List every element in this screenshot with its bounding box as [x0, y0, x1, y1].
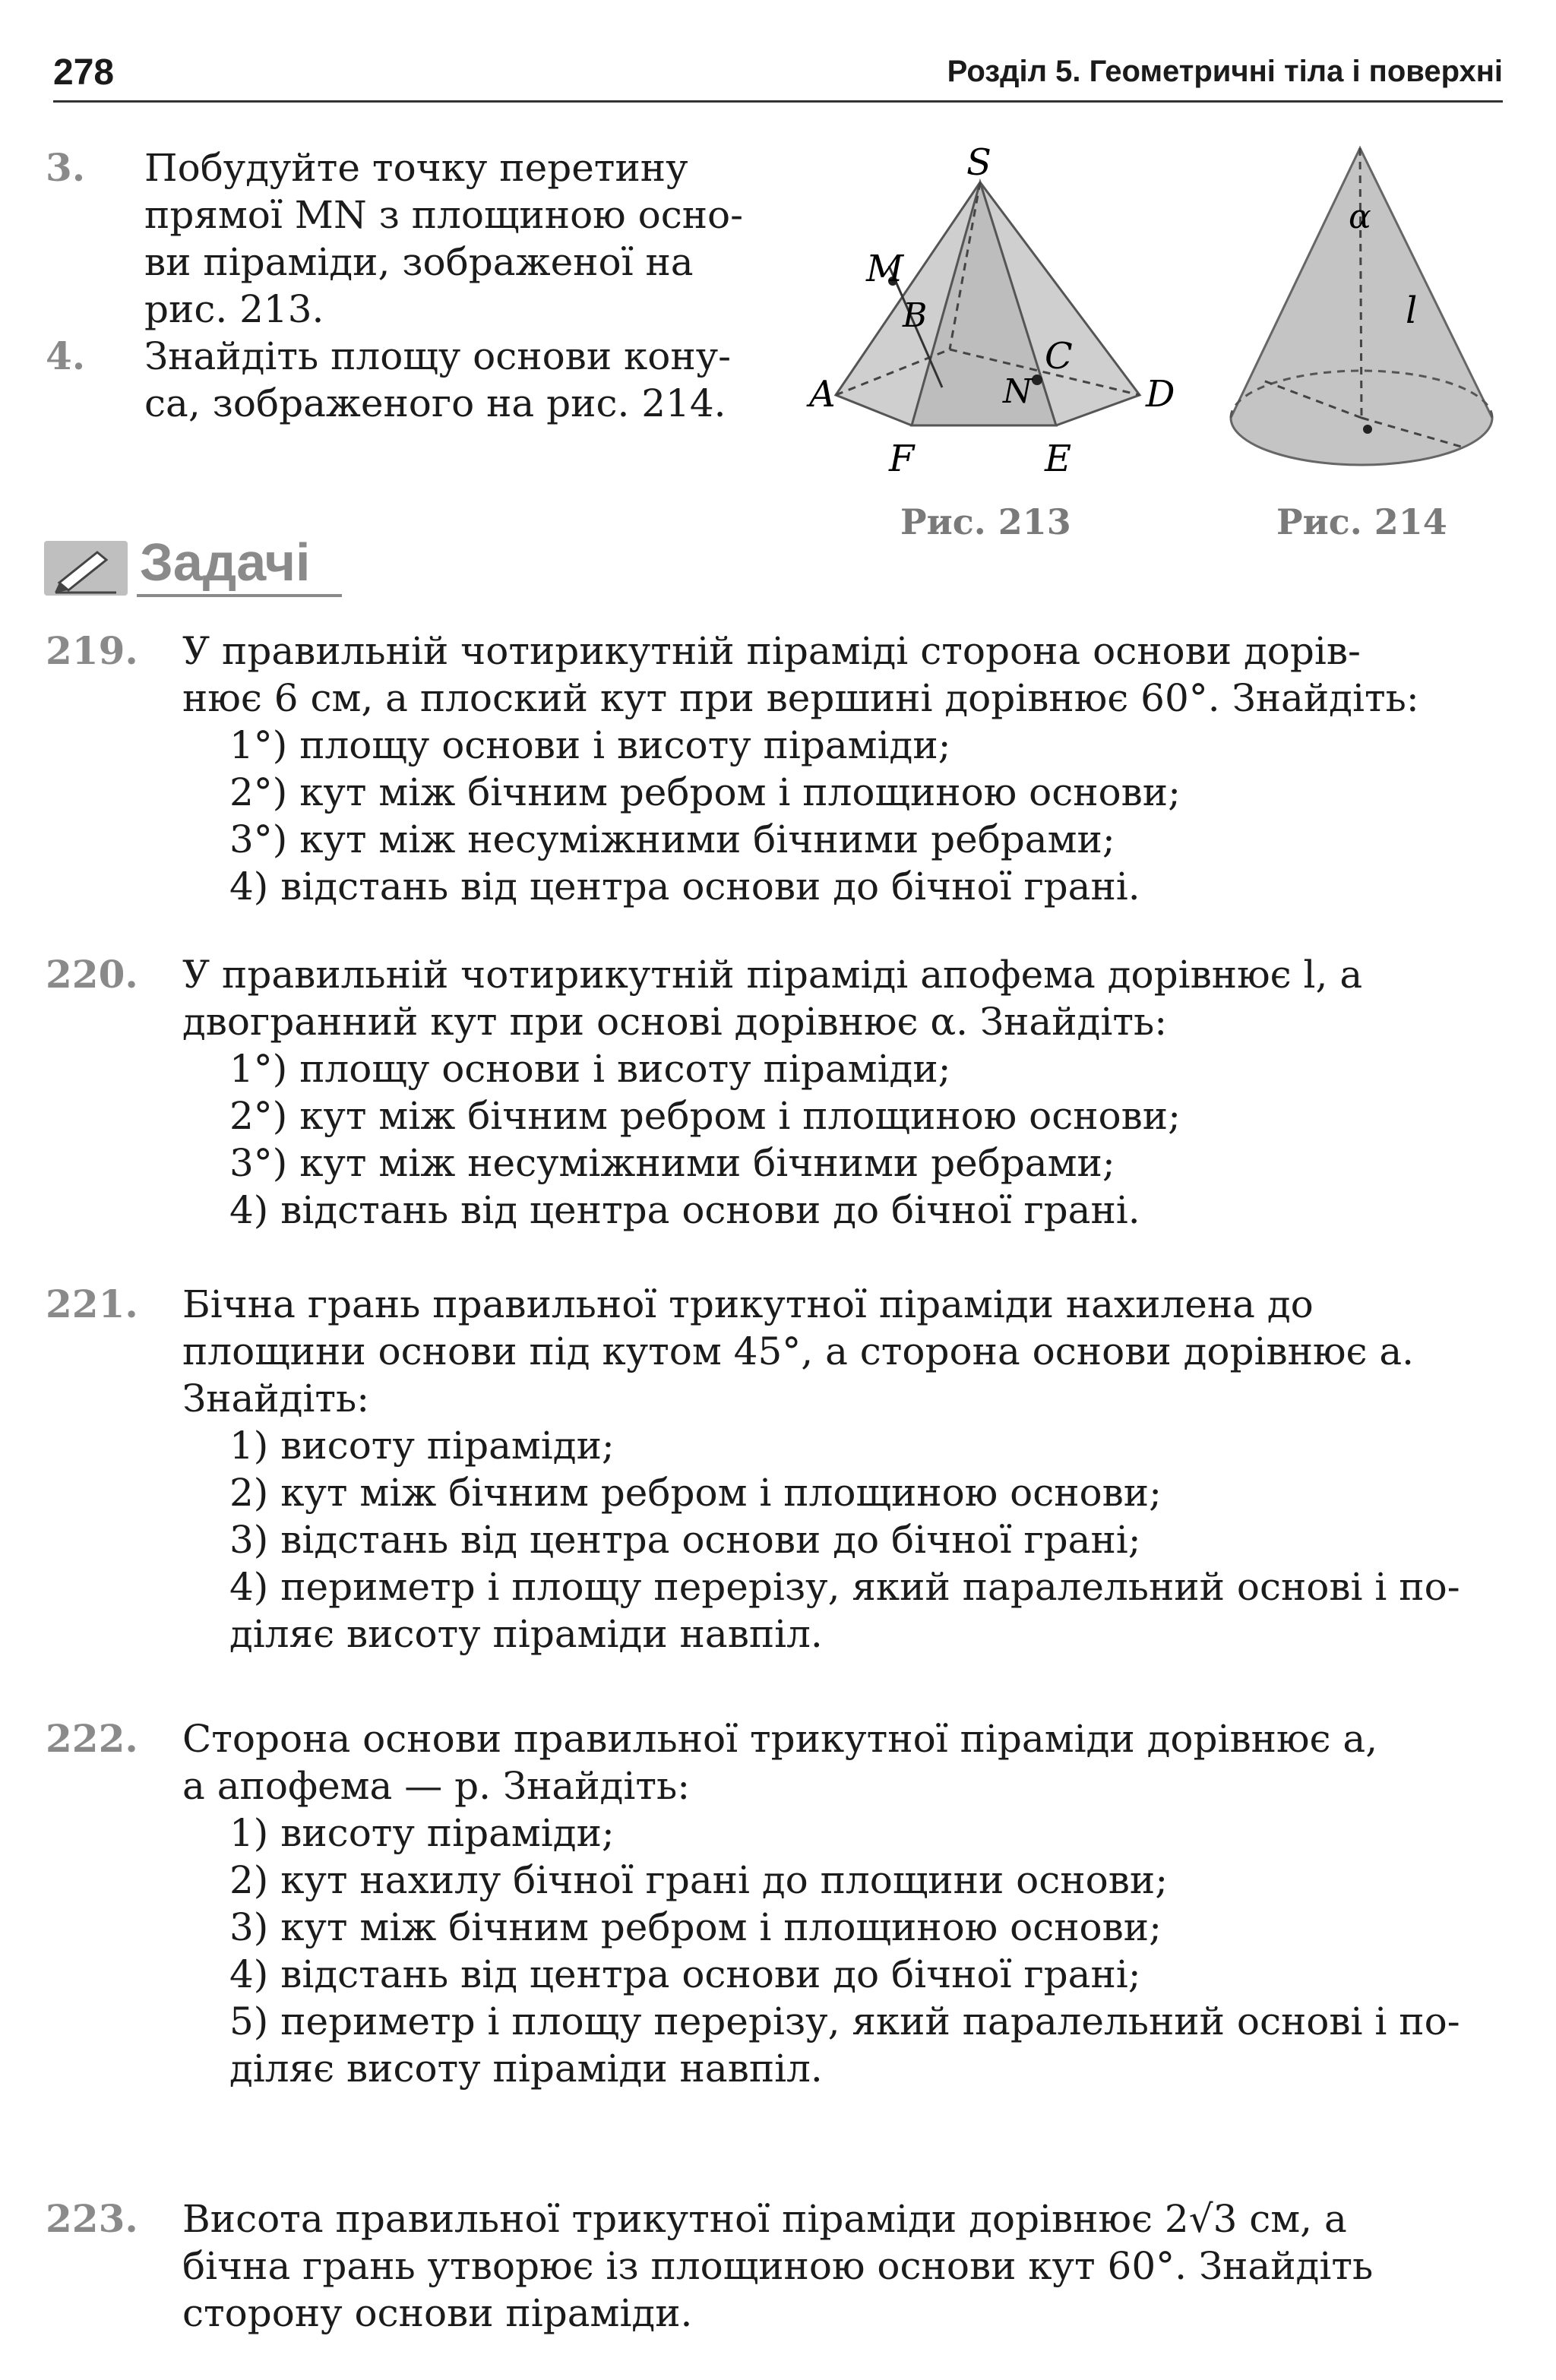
question-line: са, зображеного на рис. 214. — [144, 381, 726, 425]
label-l: l — [1406, 289, 1418, 332]
problem-item: 1°) площу основи і висоту піраміди; — [229, 1047, 951, 1091]
problem-223 — [46, 2195, 1512, 2337]
label-m: M — [866, 248, 904, 290]
label-c: C — [1045, 335, 1073, 378]
problem-item: 2) кут між бічним ребром і площиною основи; — [229, 1471, 1162, 1515]
problem-item: 1°) площу основи і висоту піраміди; — [229, 723, 951, 767]
problem-line: сторону основи піраміди. — [182, 2291, 693, 2335]
problem-item: 3°) кут між несуміжними бічними ребрами; — [229, 1141, 1115, 1185]
problem-item: 4) відстань від центра основи до бічної грані; — [229, 1952, 1141, 1996]
point-n — [1032, 375, 1042, 385]
problem-number: 219. — [46, 628, 138, 673]
question-line: Побудуйте точку перетину — [144, 146, 688, 190]
problem-item: 4) відстань від центра основи до бічної грані. — [229, 864, 1140, 909]
label-s: S — [966, 144, 991, 184]
problem-item: 2°) кут між бічним ребром і площиною основи; — [229, 770, 1181, 814]
problem-line: Бічна грань правильної трикутної піраміди нахилена до — [182, 1282, 1314, 1326]
section-header-title: Розділ 5. Геометричні тіла і поверхні — [947, 55, 1503, 88]
question-line: ви піраміди, зображеної на — [144, 240, 694, 284]
label-alpha: α — [1349, 198, 1371, 236]
problem-item: 1) висоту піраміди; — [229, 1811, 615, 1855]
problem-221 — [46, 1281, 1512, 1658]
figure-213-caption: Рис. 213 — [900, 501, 1071, 542]
question-line: рис. 213. — [144, 287, 324, 331]
question-line: прямої MN з площиною осно- — [144, 193, 744, 237]
question-number: 4. — [46, 333, 86, 378]
problem-line: двогранний кут при основі дорівнює α. Знайдіть: — [182, 1000, 1168, 1044]
problem-line: а апофема — p. Знайдіть: — [182, 1764, 691, 1808]
label-b: B — [903, 296, 928, 335]
problem-line: Висота правильної трикутної піраміди дорівнює 2√3 см, а — [182, 2197, 1347, 2241]
problem-item: діляє висоту піраміди навпіл. — [229, 2047, 823, 2091]
problem-line: нює 6 см, а плоский кут при вершині дорівнює 60°. Знайдіть: — [182, 676, 1419, 720]
problem-line: бічна грань утворює із площиною основи кут 60°. Знайдіть — [182, 2244, 1374, 2288]
problem-number: 222. — [46, 1716, 138, 1761]
problem-number: 220. — [46, 952, 138, 997]
header-divider — [53, 100, 1503, 103]
cone-figure — [1216, 137, 1520, 494]
problem-item: 2°) кут між бічним ребром і площиною основи; — [229, 1094, 1181, 1138]
label-a: A — [809, 373, 836, 416]
problem-item: 3) відстань від центра основи до бічної грані; — [229, 1518, 1141, 1562]
problem-item: 2) кут нахилу бічної грані до площини основи; — [229, 1858, 1169, 1902]
problem-222 — [46, 1715, 1512, 2092]
problem-220 — [46, 951, 1512, 1234]
problem-item: 4) периметр і площу перерізу, який паралельний основі і по- — [229, 1565, 1460, 1609]
problem-line: У правильній чотирикутній піраміді сторона основи дорів- — [182, 629, 1361, 673]
section-title: Задачі — [140, 533, 311, 592]
problem-item: 3°) кут між несуміжними бічними ребрами; — [229, 817, 1115, 861]
pyramid-figure — [805, 144, 1216, 501]
label-e: E — [1045, 438, 1072, 480]
label-d: D — [1146, 373, 1175, 416]
problem-item: 4) відстань від центра основи до бічної грані. — [229, 1188, 1140, 1232]
question-3 — [46, 144, 798, 333]
problem-item: діляє висоту піраміди навпіл. — [229, 1612, 823, 1656]
problem-line: У правильній чотирикутній піраміді апофема дорівнює l, а — [182, 953, 1363, 997]
problem-line: Знайдіть: — [182, 1376, 370, 1421]
label-f: F — [889, 438, 915, 480]
problem-item: 5) периметр і площу перерізу, який паралельний основі і по- — [229, 1999, 1460, 2043]
question-number: 3. — [46, 145, 86, 190]
page-number: 278 — [53, 52, 115, 93]
question-4 — [46, 333, 798, 427]
problem-number: 223. — [46, 2196, 138, 2241]
problem-219 — [46, 627, 1512, 910]
question-line: Знайдіть площу основи кону- — [144, 334, 732, 378]
problem-line: площини основи під кутом 45°, а сторона основи дорівнює a. — [182, 1329, 1415, 1373]
cone-center-point — [1363, 425, 1372, 434]
problem-line: Сторона основи правильної трикутної піраміди дорівнює a, — [182, 1717, 1378, 1761]
problem-item: 1) висоту піраміди; — [229, 1424, 615, 1468]
problem-number: 221. — [46, 1282, 138, 1326]
section-underline — [137, 594, 342, 597]
problem-item: 3) кут між бічним ребром і площиною основи; — [229, 1905, 1162, 1949]
pencil-icon — [44, 541, 128, 596]
label-n: N — [1003, 372, 1033, 411]
figure-214-caption: Рис. 214 — [1276, 501, 1447, 542]
